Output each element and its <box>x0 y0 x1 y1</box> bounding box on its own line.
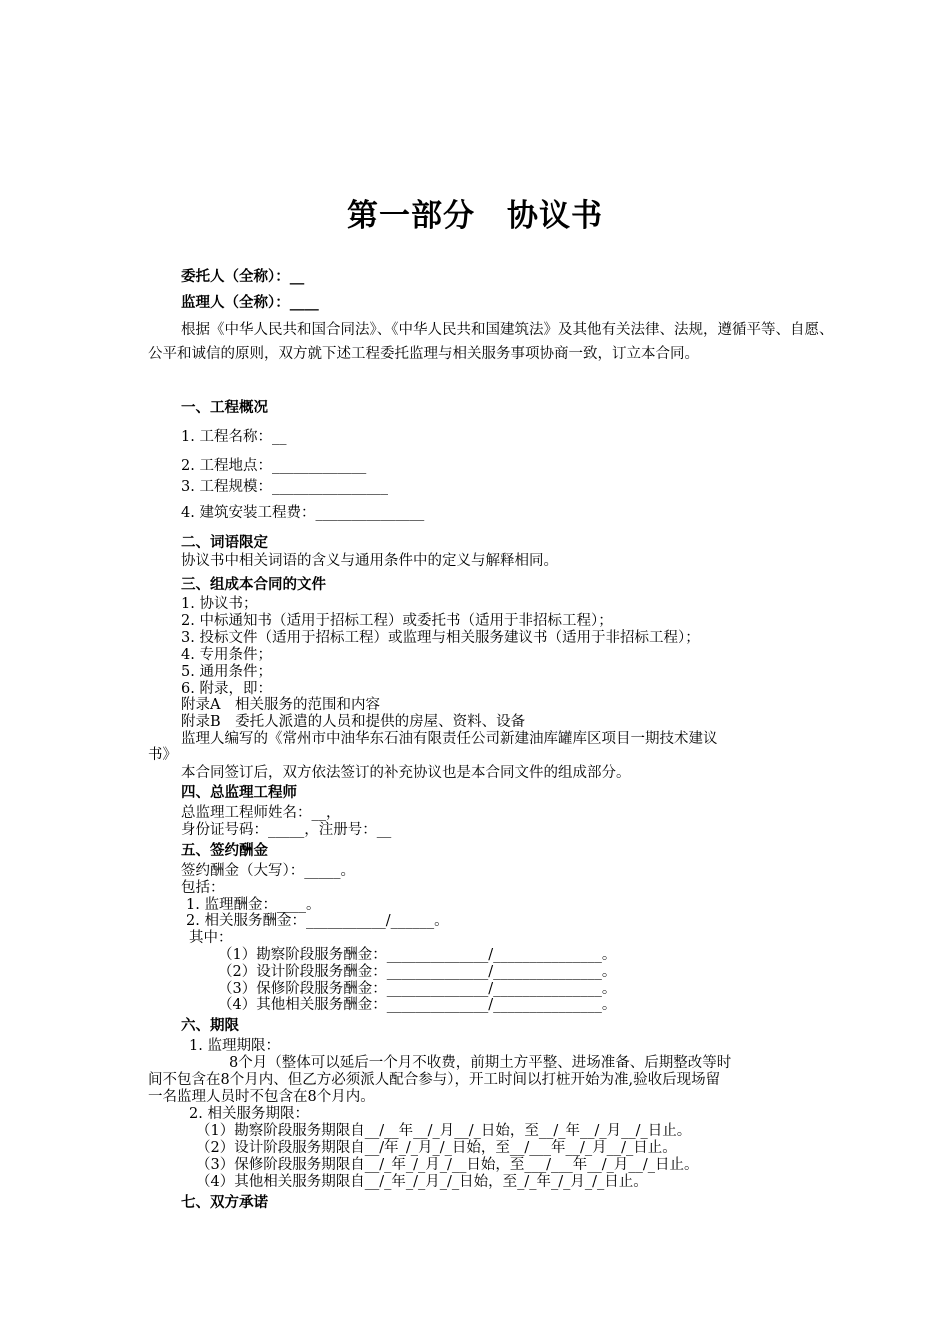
section-heading-2: 二、词语限定 <box>181 535 268 551</box>
term-text: 8个月（整体可以延后一个月不收费，前期土方平整、进场准备、后期整改等时 <box>229 1055 732 1071</box>
fee-amount: 签约酬金（大写）：_____。 <box>181 863 355 879</box>
page-title: 第一部分 协议书 <box>347 198 603 234</box>
supplement-text: 本合同签订后，双方依法签订的补充协议也是本合同文件的组成部分。 <box>181 765 631 781</box>
list-item: 附录A 相关服务的范围和内容 <box>181 697 380 713</box>
list-item: 附录B 委托人派遣的人员和提供的房屋、资料、设备 <box>181 714 526 730</box>
list-item: 1. 协议书； <box>181 596 258 612</box>
list-item: 1. 工程名称：__ <box>181 429 287 445</box>
chief-engineer-name: 总监理工程师姓名：__， <box>181 805 341 821</box>
list-item: （2）设计阶段服务酬金：______________/_______________。 <box>218 964 617 980</box>
term-item: 1. 监理期限： <box>189 1038 280 1054</box>
list-item: 6. 附录，即： <box>181 681 272 697</box>
fee-include: 包括： <box>181 880 225 896</box>
list-item: （3）保修阶段服务酬金：______________/_______________。 <box>218 981 617 997</box>
list-item: 2. 中标通知书（适用于招标工程）或委托书（适用于非招标工程）； <box>181 613 613 629</box>
client-field: 委托人（全称）：__ <box>181 269 305 285</box>
section-heading-1: 一、工程概况 <box>181 400 268 416</box>
list-item: （2）设计阶段服务期限自__/年_/_月_/_日始，至__/___年__/_月__/_日止。 <box>196 1140 677 1156</box>
list-item: 3. 投标文件（适用于招标工程）或监理与相关服务建议书（适用于非招标工程）； <box>181 630 700 646</box>
list-item: 4. 专用条件； <box>181 647 272 663</box>
list-item: 4. 建筑安装工程费：_______________ <box>181 505 425 521</box>
preamble: 根据《中华人民共和国合同法》、《中华人民共和国建筑法》及其他有关法律、法规，遵循平等、自愿、公平和诚信的原则，双方就下述工程委托监理与相关服务事项协商一致，订立本合同。 <box>148 322 834 362</box>
chief-engineer-id: 身份证号码：_____，注册号：__ <box>181 822 392 838</box>
section-heading-5: 五、签约酬金 <box>181 843 268 859</box>
list-item: 3. 工程规模：________________ <box>181 479 388 495</box>
list-item: （4）其他相关服务酬金：______________/_______________。 <box>218 997 617 1013</box>
list-item: （3）保修阶段服务期限自__/_年_/_月_/__日始，至___/___年__/_月__/_日止。 <box>196 1157 699 1173</box>
section-heading-7: 七、双方承诺 <box>181 1195 268 1211</box>
list-item: （4）其他相关服务期限自__/_年_/_月_/_日始，至_/_年_/_月_/_日止。 <box>196 1174 648 1190</box>
section-heading-4: 四、总监理工程师 <box>181 785 297 801</box>
section-heading-6: 六、期限 <box>181 1018 239 1034</box>
supervisor-field: 监理人（全称）：____ <box>181 295 319 311</box>
term-text: 间不包含在8个月内、但乙方必须派人配合参与），开工时间以打桩开始为准,验收后现场留 <box>148 1072 721 1088</box>
list-item: （1）勘察阶段服务酬金：______________/_______________。 <box>218 947 617 963</box>
tech-proposal-line: 监理人编写的《常州市中油华东石油有限责任公司新建油库罐库区项目一期技术建议 <box>181 731 718 747</box>
list-item: 2. 工程地点：_____________ <box>181 458 367 474</box>
section-text: 协议书中相关词语的含义与通用条件中的定义与解释相同。 <box>181 553 558 569</box>
tech-proposal-line: 书》 <box>148 747 177 763</box>
term-item: 2. 相关服务期限： <box>189 1106 309 1122</box>
term-text: 一名监理人员时不包含在8个月内。 <box>148 1089 375 1105</box>
list-item: 2. 相关服务酬金：___________/______。 <box>186 913 449 929</box>
section-heading-3: 三、组成本合同的文件 <box>181 577 326 593</box>
list-item: （1）勘察阶段服务期限自__/__年__/_月__/_日始，至__/_年__/_月__/_日止。 <box>196 1123 692 1139</box>
fee-among: 其中： <box>189 930 233 946</box>
list-item: 1. 监理酬金：____。 <box>186 897 321 913</box>
list-item: 5. 通用条件； <box>181 664 272 680</box>
